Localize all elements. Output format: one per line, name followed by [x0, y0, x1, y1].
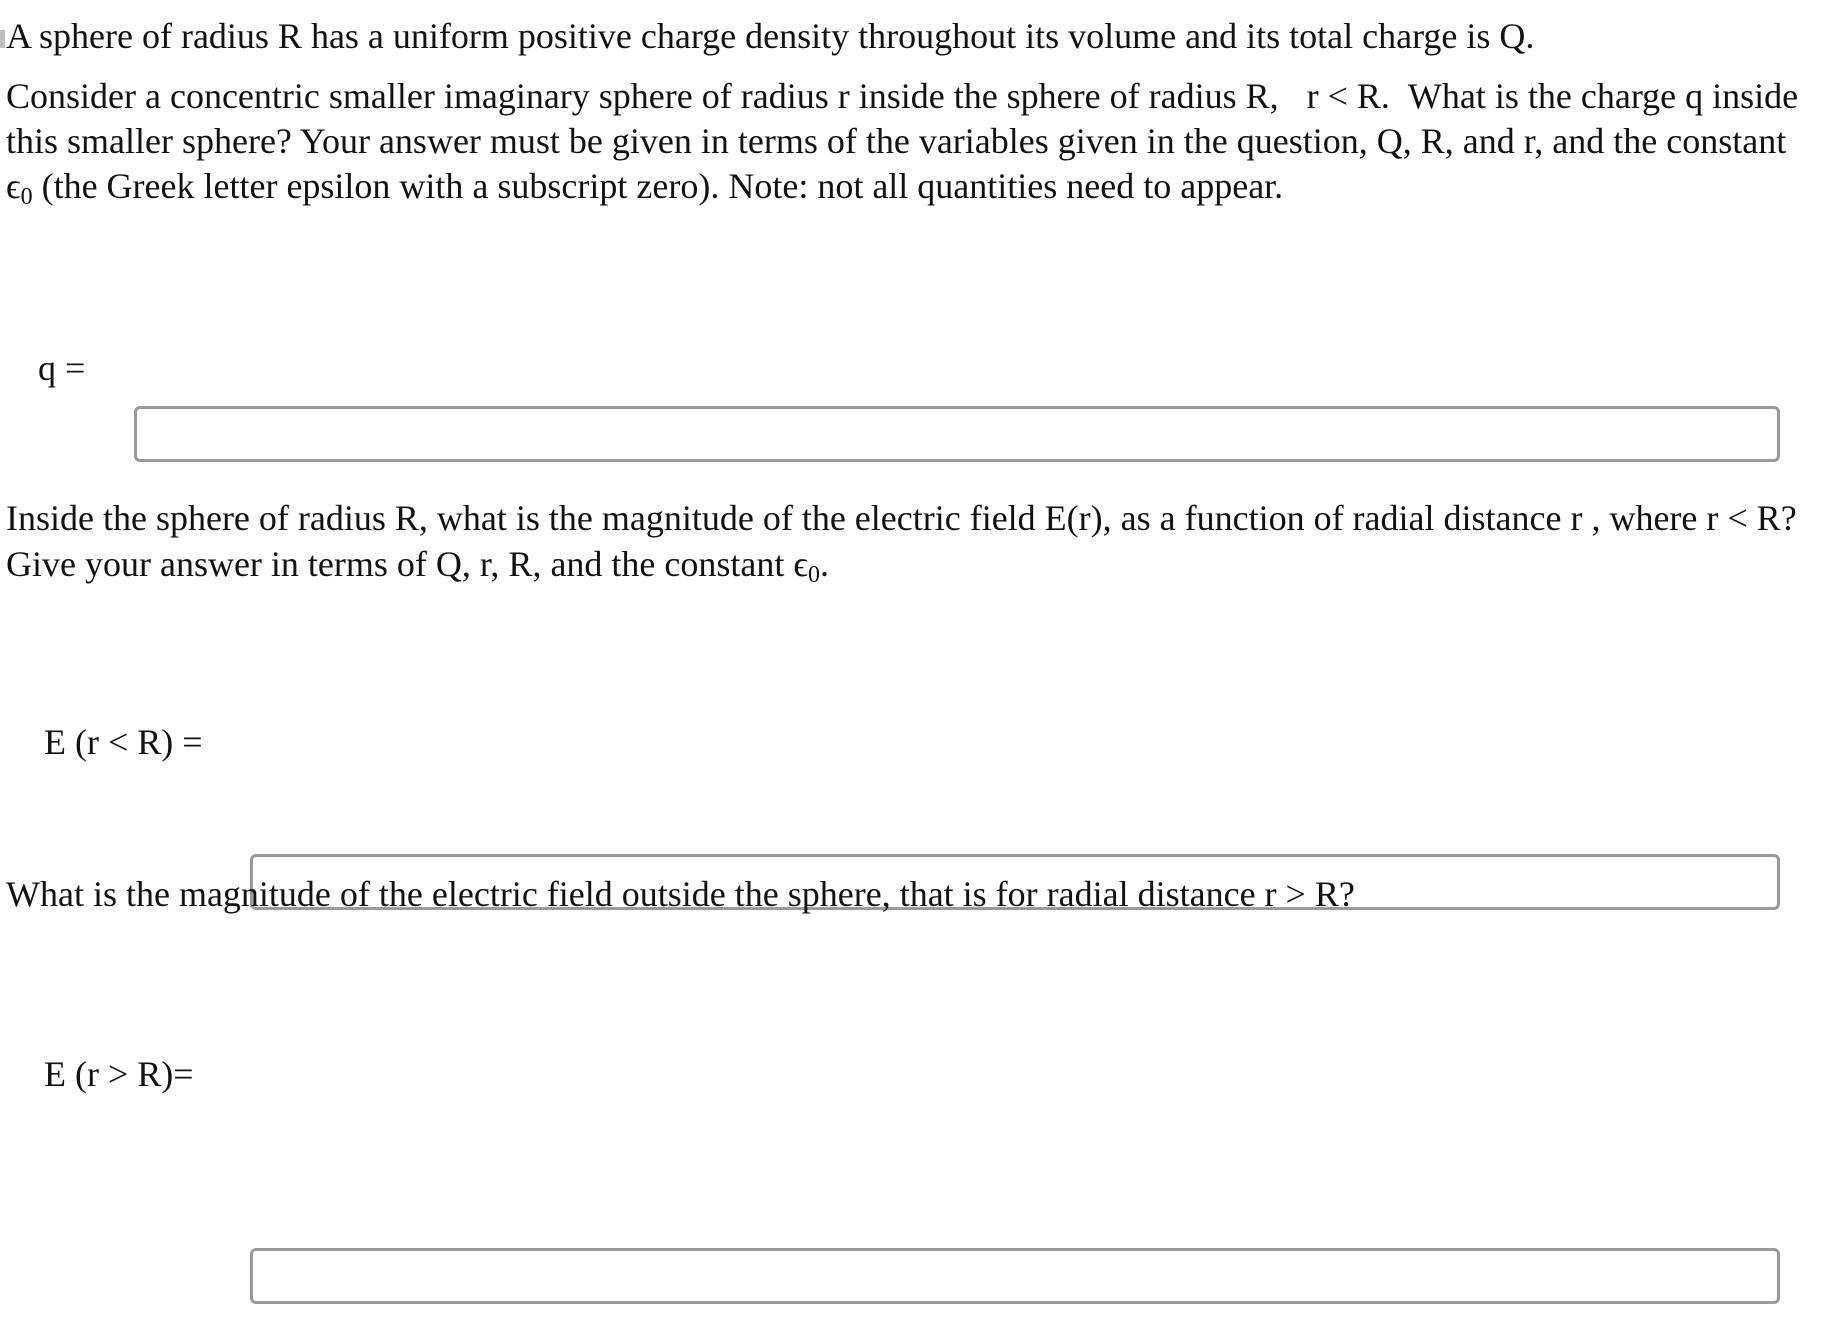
intro-text [6, 18, 1534, 54]
epsilon-symbol: ϵ [6, 166, 21, 206]
part3-line1 [6, 876, 1355, 912]
epsilon-subscript: 0 [20, 184, 33, 210]
intro-sentence: A sphere of radius R has a uniform positive charge density throughout its volume and its total charge is Q. [6, 16, 1535, 56]
part2-line1 [6, 500, 1797, 536]
part1-text-c: What is the charge q inside [1407, 76, 1799, 116]
part1-text-a: Consider a concentric smaller imaginary sphere of radius r inside the sphere of radius R, [6, 76, 1279, 116]
part1-line2 [6, 123, 1786, 159]
e-inside-label: E (r < R) = [44, 722, 203, 762]
part1-line3 [6, 166, 1284, 210]
bullet-marker [0, 30, 5, 48]
part2-period: . [819, 544, 829, 584]
epsilon-subscript-2: 0 [807, 562, 820, 588]
part2-text-line2: Give your answer in terms of Q, r, R, and the constant [6, 544, 794, 584]
part2-line2 [6, 544, 829, 588]
part1-text-line2: this smaller sphere? Your answer must be given in terms of the variables given in the question, Q, R, and r, and the constant [6, 121, 1787, 161]
q-label: q = [38, 348, 86, 388]
e-outside-label: E (r > R)= [44, 1054, 194, 1094]
q-answer-input[interactable] [134, 406, 1780, 462]
epsilon-symbol-2: ϵ [793, 544, 808, 584]
part3-text-line1: What is the magnitude of the electric field outside the sphere, that is for radial distance r > R? [6, 874, 1355, 914]
part1-inequality: r < R. [1306, 76, 1390, 116]
e-outside-answer-input[interactable] [250, 1248, 1780, 1304]
part1-line1 [6, 78, 1798, 114]
part1-text-line3: (the Greek letter epsilon with a subscript zero). Note: not all quantities need to appear. [41, 166, 1284, 206]
part2-text-line1: Inside the sphere of radius R, what is the magnitude of the electric field E(r), as a function of radial distance r , where r < R? [6, 498, 1797, 538]
